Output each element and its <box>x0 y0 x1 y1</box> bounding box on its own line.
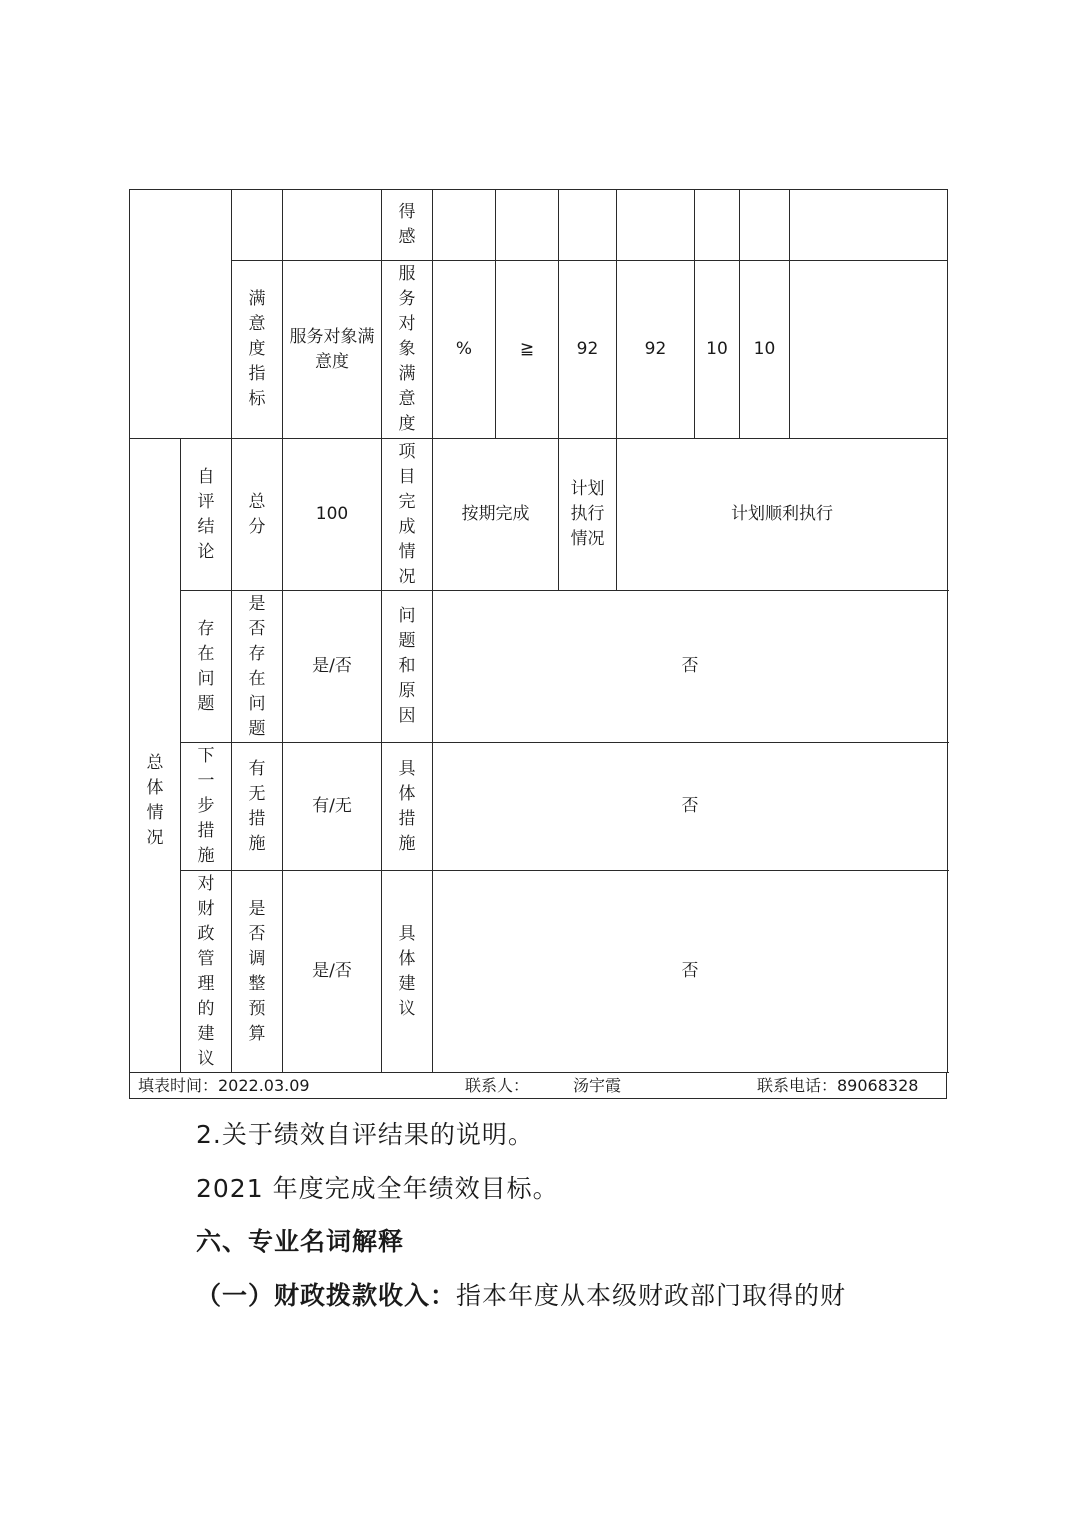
blank-cell <box>559 190 617 261</box>
table-row <box>130 190 948 261</box>
issue-reason-label-cell: 问题和原因 <box>382 591 433 743</box>
budget-option-cell: 是/否 <box>283 871 382 1073</box>
measure-question-cell: 有无措施 <box>232 743 283 871</box>
completion-value-cell: 按期完成 <box>433 439 559 591</box>
paragraph-definition <box>196 1278 846 1314</box>
next-step-label-cell: 下一步措施 <box>181 743 232 871</box>
issue-question-cell: 是否存在问题 <box>232 591 283 743</box>
plan-exec-value-cell: 计划顺利执行 <box>617 439 948 591</box>
score-cell: 10 <box>740 261 790 439</box>
contact-phone: 联系电话：89068328 <box>757 1076 919 1095</box>
table-row <box>130 261 948 439</box>
overall-label-cell: 总体情况 <box>130 439 181 1073</box>
target-value-cell: 92 <box>559 261 617 439</box>
paragraph-goal-complete: 2021 年度完成全年绩效目标。 <box>196 1174 559 1203</box>
indicator-name-cell: 服务对象满意度 <box>382 261 433 439</box>
measure-value-cell: 否 <box>433 743 948 871</box>
plan-exec-label-cell: 计划执行情况 <box>559 439 617 591</box>
table-row <box>130 871 948 1073</box>
measure-option-cell: 有/无 <box>283 743 382 871</box>
weight-cell: 10 <box>695 261 740 439</box>
measure-label-cell: 具体措施 <box>382 743 433 871</box>
budget-question-cell: 是否调整预算 <box>232 871 283 1073</box>
blank-cell <box>232 190 283 261</box>
contact-name: 汤宇霞 <box>573 1076 622 1095</box>
actual-value-cell: 92 <box>617 261 695 439</box>
finance-advice-label-cell: 对财政管理的建议 <box>181 871 232 1073</box>
total-score-label-cell: 总分 <box>232 439 283 591</box>
operator-cell: ≧ <box>496 261 559 439</box>
blank-cell <box>283 190 382 261</box>
table-row <box>130 591 948 743</box>
issue-label-cell: 存在问题 <box>181 591 232 743</box>
contact-label: 联系人： <box>465 1076 530 1095</box>
advice-label-cell: 具体建议 <box>382 871 433 1073</box>
blank-cell <box>130 190 232 439</box>
fill-date: 填表时间：2022.03.09 <box>138 1076 310 1095</box>
advice-value-cell: 否 <box>433 871 948 1073</box>
term-label: （一）财政拨款收入： <box>196 1281 457 1310</box>
blank-cell <box>740 190 790 261</box>
indicator-category-cell: 满意度指标 <box>232 261 283 439</box>
self-eval-label-cell: 自评结论 <box>181 439 232 591</box>
term-definition: 指本年度从本级财政部门取得的财 <box>456 1281 847 1310</box>
unit-cell: % <box>433 261 496 439</box>
completion-label-cell: 项目完成情况 <box>382 439 433 591</box>
issue-option-cell: 是/否 <box>283 591 382 743</box>
blank-cell <box>496 190 559 261</box>
performance-table <box>129 189 948 1073</box>
total-score-value-cell: 100 <box>283 439 382 591</box>
indicator-subcategory-cell: 服务对象满意度 <box>283 261 382 439</box>
blank-cell <box>790 190 948 261</box>
blank-cell <box>617 190 695 261</box>
issue-reason-value-cell: 否 <box>433 591 948 743</box>
blank-cell <box>790 261 948 439</box>
indicator-name-cell: 得感 <box>382 190 433 261</box>
table-row <box>130 743 948 871</box>
paragraph-self-eval-note: 2.关于绩效自评结果的说明。 <box>196 1120 534 1149</box>
blank-cell <box>433 190 496 261</box>
table-footer <box>129 1073 947 1099</box>
table-row <box>130 439 948 591</box>
blank-cell <box>695 190 740 261</box>
section-heading: 六、专业名词解释 <box>196 1227 405 1256</box>
